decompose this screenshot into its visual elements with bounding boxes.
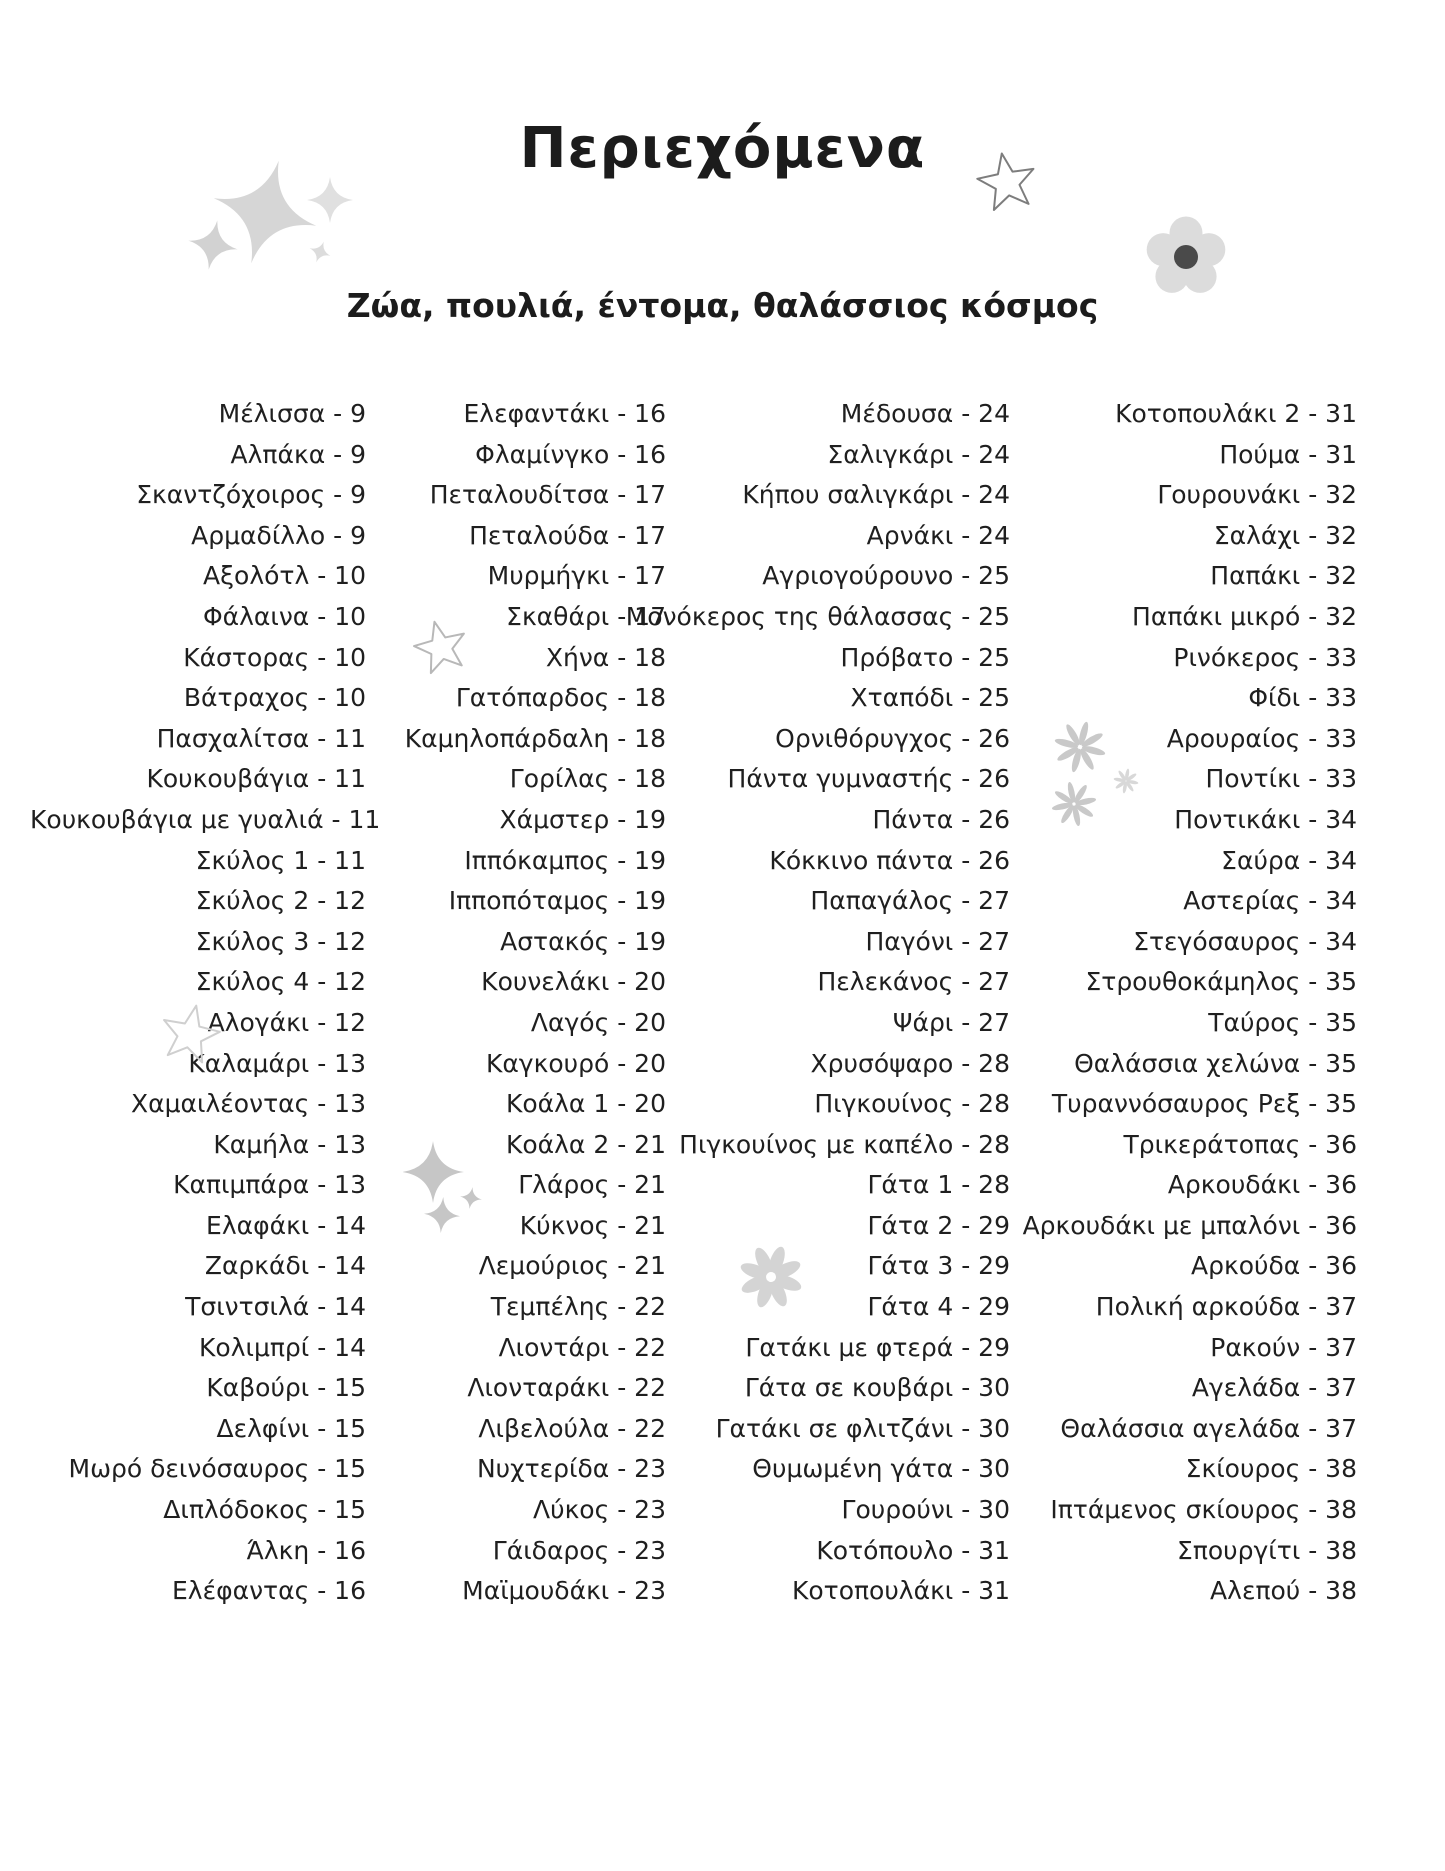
toc-entry: Πεταλούδα - 17	[469, 520, 666, 550]
toc-entry: Καλαμάρι - 13	[188, 1048, 366, 1078]
toc-entry: Παπάκι μικρό - 32	[1132, 601, 1357, 631]
section-subtitle: Ζώα, πουλιά, έντομα, θαλάσσιος κόσμος	[346, 286, 1099, 325]
toc-entry: Κοάλα 2 - 21	[505, 1129, 666, 1159]
toc-entry: Γάτα 4 - 29	[867, 1292, 1010, 1322]
toc-entry: Κύκνος - 21	[519, 1210, 666, 1240]
toc-entry: Λιβελούλα - 22	[478, 1413, 666, 1443]
toc-entry: Αρνάκι - 24	[866, 520, 1010, 550]
toc-entry: Σκίουρος - 38	[1185, 1454, 1357, 1484]
toc-entry: Σαλάχι - 32	[1213, 520, 1357, 550]
toc-entry: Καβούρι - 15	[206, 1373, 366, 1403]
toc-entry: Αλπάκα - 9	[230, 439, 366, 469]
toc-entry: Λιονταράκι - 22	[467, 1373, 666, 1403]
toc-entry: Νυχτερίδα - 23	[476, 1454, 666, 1484]
toc-entry: Ζαρκάδι - 14	[204, 1251, 366, 1281]
toc-entry: Ψάρι - 27	[892, 1007, 1010, 1037]
toc-entry: Ιππόκαμπος - 19	[464, 845, 666, 875]
toc-entry: Μέλισσα - 9	[218, 399, 366, 428]
toc-entry: Γουρούνι - 30	[841, 1495, 1010, 1525]
toc-entry: Γατόπαρδος - 18	[455, 683, 666, 713]
toc-column-1	[30, 394, 381, 1612]
toc-entry: Αλεπού - 38	[1210, 1576, 1357, 1606]
toc-entry: Σκύλος 4 - 12	[195, 967, 366, 997]
toc-entry: Ρακούν - 37	[1210, 1332, 1357, 1362]
toc-entry: Καμήλα - 13	[213, 1129, 366, 1159]
toc-entry: Φάλαινα - 10	[202, 601, 366, 631]
toc-entry: Αστερίας - 34	[1183, 886, 1357, 916]
toc-entry: Στρουθοκάμηλος - 35	[1085, 967, 1357, 997]
toc-entry: Πούμα - 31	[1219, 439, 1357, 469]
toc-entry: Βάτραχος - 10	[183, 683, 366, 713]
toc-entry: Ελαφάκι - 14	[206, 1210, 366, 1240]
toc-entry: Σκαθάρι - 17	[506, 601, 666, 631]
toc-entry: Ρινόκερος - 33	[1173, 642, 1357, 672]
toc-entry: Αστακός - 19	[500, 926, 666, 956]
toc-entry: Ελέφαντας - 16	[172, 1576, 366, 1606]
toc-entry: Λαγός - 20	[530, 1007, 666, 1037]
toc-entry: Αρκούδα - 36	[1191, 1251, 1357, 1281]
toc-entry: Σκύλος 1 - 11	[195, 845, 366, 875]
toc-entry: Ταύρος - 35	[1208, 1007, 1357, 1037]
toc-entry: Ποντίκι - 33	[1205, 764, 1357, 794]
toc-entry: Μυρμήγκι - 17	[487, 561, 666, 591]
toc-entry: Τεμπέλης - 22	[490, 1292, 666, 1322]
toc-entry: Αρουραίος - 33	[1166, 723, 1357, 753]
toc-entry: Θαλάσσια χελώνα - 35	[1074, 1048, 1357, 1078]
toc-entry: Κουνελάκι - 20	[481, 967, 666, 997]
toc-entry: Σπουργίτι - 38	[1177, 1535, 1357, 1565]
toc-entry: Θυμωμένη γάτα - 30	[752, 1454, 1010, 1484]
toc-entry: Αγελάδα - 37	[1191, 1373, 1357, 1403]
toc-entry: Κοτόπουλο - 31	[816, 1535, 1010, 1565]
toc-entry: Κολιμπρί - 14	[199, 1332, 366, 1362]
toc-column-4	[1020, 394, 1357, 1612]
toc-entry: Σκαντζόχοιρος - 9	[136, 480, 366, 510]
toc-entry: Ορνιθόρυγχος - 26	[775, 723, 1010, 753]
toc-entry: Μαϊμουδάκι - 23	[462, 1576, 666, 1606]
toc-entry: Κοτοπουλάκι - 31	[791, 1576, 1010, 1606]
toc-entry: Θαλάσσια αγελάδα - 37	[1060, 1413, 1357, 1443]
toc-entry: Πάντα - 26	[872, 804, 1010, 834]
toc-entry: Κουκουβάγια με γυαλιά - 11	[30, 804, 381, 834]
toc-entry: Άλκη - 16	[246, 1535, 366, 1565]
toc-entry: Πρόβατο - 25	[840, 642, 1010, 672]
toc-entry: Καμηλοπάρδαλη - 18	[404, 723, 666, 753]
toc-entry: Χταπόδι - 25	[850, 683, 1010, 713]
toc-entry: Γάτα 1 - 28	[867, 1170, 1010, 1200]
toc-entry: Χρυσόψαρο - 28	[810, 1048, 1010, 1078]
toc-entry: Μέδουσα - 24	[840, 399, 1010, 428]
toc-entry: Γλάρος - 21	[518, 1170, 666, 1200]
toc-entry: Πιγκουίνος - 28	[814, 1089, 1010, 1119]
toc-entry: Κόκκινο πάντα - 26	[769, 845, 1010, 875]
toc-entry: Χαμαιλέοντας - 13	[131, 1089, 366, 1119]
toc-entry: Αρκουδάκι με μπαλόνι - 36	[1022, 1210, 1357, 1240]
toc-entry: Γάτα σε κουβάρι - 30	[744, 1373, 1010, 1403]
toc-entry: Γορίλας - 18	[509, 764, 666, 794]
toc-entry: Παπάκι - 32	[1210, 561, 1357, 591]
toc-entry: Πεταλουδίτσα - 17	[429, 480, 666, 510]
toc-entry: Σκύλος 2 - 12	[195, 886, 366, 916]
toc-entry: Πιγκουίνος με καπέλο - 28	[679, 1129, 1010, 1159]
toc-entry: Καπιμπάρα - 13	[173, 1170, 366, 1200]
toc-entry: Διπλόδοκος - 15	[163, 1495, 366, 1525]
toc-column-3	[600, 394, 1010, 1612]
toc-entry: Τυραννόσαυρος Ρεξ - 35	[1051, 1089, 1357, 1119]
toc-entry: Καγκουρό - 20	[485, 1048, 666, 1078]
toc-entry: Σκύλος 3 - 12	[195, 926, 366, 956]
toc-entry: Ποντικάκι - 34	[1174, 804, 1357, 834]
toc-entry: Γατάκι σε φλιτζάνι - 30	[715, 1413, 1010, 1443]
toc-entry: Κοτοπουλάκι 2 - 31	[1115, 399, 1357, 428]
toc-entry: Μωρό δεινόσαυρος - 15	[68, 1454, 366, 1484]
toc-entry: Γάιδαρος - 23	[492, 1535, 666, 1565]
toc-entry: Στεγόσαυρος - 34	[1133, 926, 1357, 956]
toc-entry: Λιοντάρι - 22	[498, 1332, 666, 1362]
toc-entry: Πασχαλίτσα - 11	[156, 723, 366, 753]
toc-entry: Ιπποπόταμος - 19	[448, 886, 666, 916]
toc-entry: Γουρουνάκι - 32	[1157, 480, 1357, 510]
toc-entry: Κάστορας - 10	[183, 642, 366, 672]
page-title: Περιεχόμενα	[519, 116, 926, 181]
toc-entry: Πάντα γυμναστής - 26	[727, 764, 1010, 794]
toc-entry: Γατάκι με φτερά - 29	[745, 1332, 1010, 1362]
toc-entry: Κοάλα 1 - 20	[505, 1089, 666, 1119]
toc-entry: Παπαγάλος - 27	[810, 886, 1010, 916]
toc-entry: Αρκουδάκι - 36	[1167, 1170, 1357, 1200]
toc-entry: Λύκος - 23	[533, 1495, 666, 1525]
toc-entry: Δελφίνι - 15	[216, 1413, 366, 1443]
toc-entry: Φίδι - 33	[1248, 683, 1357, 713]
toc-entry: Σαύρα - 34	[1221, 845, 1357, 875]
toc-entry: Χήνα - 18	[545, 642, 666, 672]
toc-entry: Γάτα 2 - 29	[867, 1210, 1010, 1240]
toc-entry: Κήπου σαλιγκάρι - 24	[742, 480, 1010, 510]
toc-entry: Αρμαδίλλο - 9	[191, 520, 366, 550]
toc-entry: Πολική αρκούδα - 37	[1095, 1292, 1357, 1322]
toc-entry: Ελεφαντάκι - 16	[463, 399, 666, 428]
toc-entry: Σαλιγκάρι - 24	[827, 439, 1010, 469]
toc-entry: Ιπτάμενος σκίουρος - 38	[1050, 1495, 1357, 1525]
toc-entry: Αγριογούρουνο - 25	[762, 561, 1010, 591]
toc-entry: Παγόνι - 27	[865, 926, 1010, 956]
toc-entry: Αλογάκι - 12	[207, 1007, 366, 1037]
toc-entry: Τρικεράτοπας - 36	[1123, 1129, 1357, 1159]
toc-entry: Αξολότλ - 10	[202, 561, 366, 591]
toc-entry: Πελεκάνος - 27	[817, 967, 1010, 997]
toc-entry: Κουκουβάγια - 11	[146, 764, 366, 794]
toc-entry: Λεμούριος - 21	[478, 1251, 666, 1281]
toc-entry: Φλαμίνγκο - 16	[475, 439, 666, 469]
toc-entry: Χάμστερ - 19	[499, 804, 666, 834]
toc-entry: Γάτα 3 - 29	[867, 1251, 1010, 1281]
toc-entry: Μονόκερος της θάλασσας - 25	[625, 601, 1010, 631]
toc-entry: Τσιντσιλά - 14	[185, 1292, 366, 1322]
